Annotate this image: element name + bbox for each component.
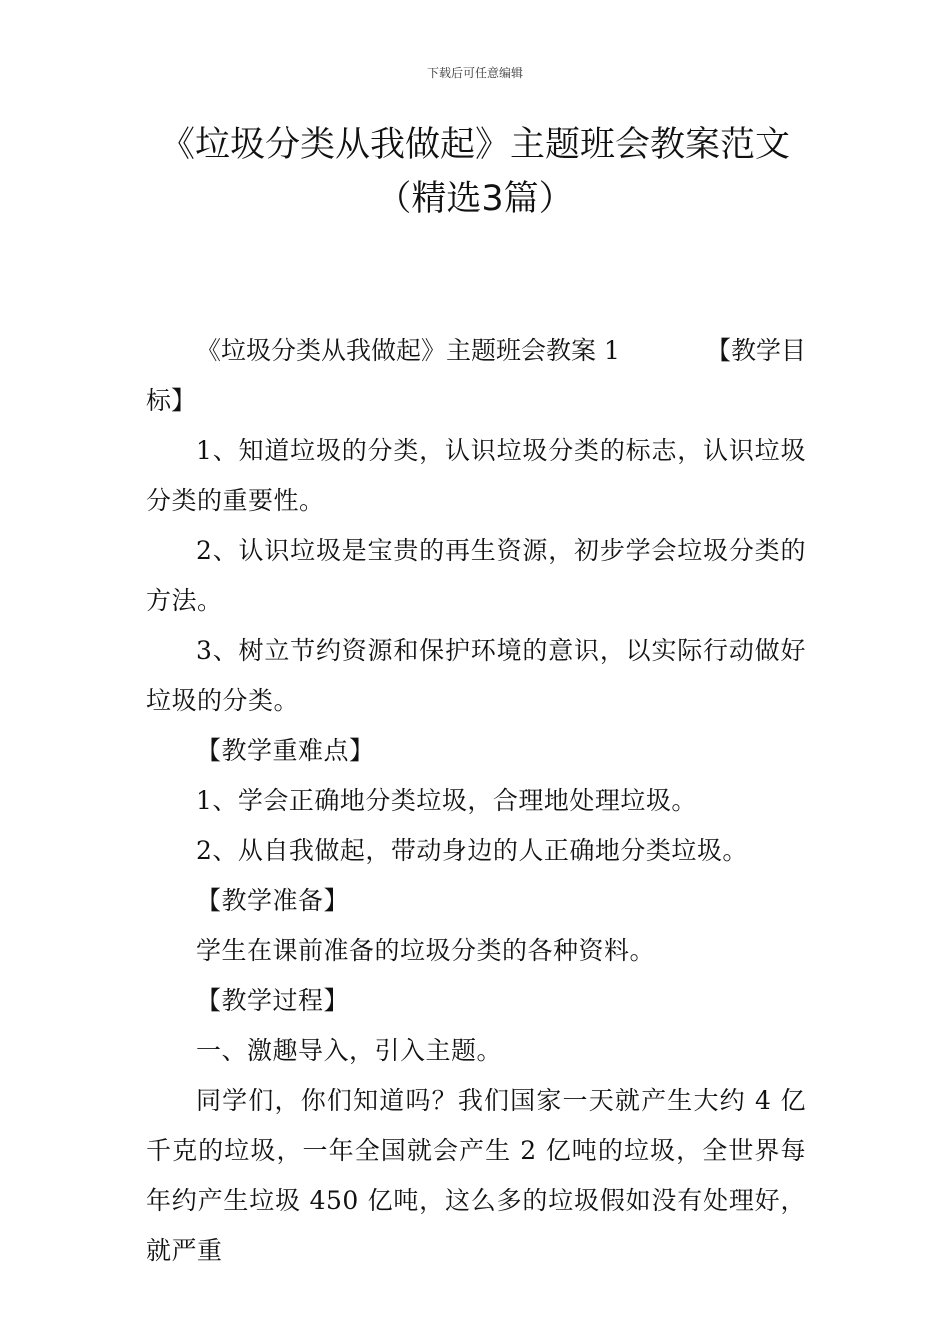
paragraph-preparation: 学生在课前准备的垃圾分类的各种资料。 (196, 936, 656, 965)
section-label-goals: 【教学目 (705, 336, 806, 365)
section-heading-process: 【教学过程】 (196, 986, 350, 1015)
section-label-goals-tail: 标】 (146, 386, 197, 415)
paragraph-step-1: 一、激趣导入，引入主题。 (196, 1036, 503, 1065)
section-heading-key-points: 【教学重难点】 (196, 736, 375, 765)
paragraph-goal-1: 1、知道垃圾的分类，认识垃圾分类的标志，认识垃圾分类的重要性。 (146, 436, 806, 515)
paragraph-lesson-heading (146, 326, 806, 426)
lesson-title: 《垃圾分类从我做起》主题班会教案 1 (196, 336, 620, 365)
lesson-heading-line (146, 326, 806, 376)
document-body (146, 326, 806, 1276)
title-line-1: 《垃圾分类从我做起》主题班会教案范文 (159, 125, 790, 165)
paragraph-key-point-1: 1、学会正确地分类垃圾，合理地处理垃圾。 (196, 786, 697, 815)
paragraph-goal-3: 3、树立节约资源和保护环境的意识，以实际行动做好垃圾的分类。 (146, 636, 806, 715)
title-line-2: （精选3篇） (376, 179, 574, 219)
section-heading-preparation: 【教学准备】 (196, 886, 350, 915)
document-title (90, 118, 860, 226)
header-note: 下载后可任意编辑 (426, 66, 523, 80)
paragraph-intro-text: 同学们，你们知道吗？我们国家一天就产生大约 4 亿千克的垃圾，一年全国就会产生 2 亿吨的垃圾，全世界每年约产生垃圾 450 亿吨，这么多的垃圾假如没有处理好，就严重 (146, 1086, 806, 1265)
paragraph-key-point-2: 2、从自我做起，带动身边的人正确地分类垃圾。 (196, 836, 748, 865)
paragraph-goal-2: 2、认识垃圾是宝贵的再生资源，初步学会垃圾分类的方法。 (146, 536, 806, 615)
